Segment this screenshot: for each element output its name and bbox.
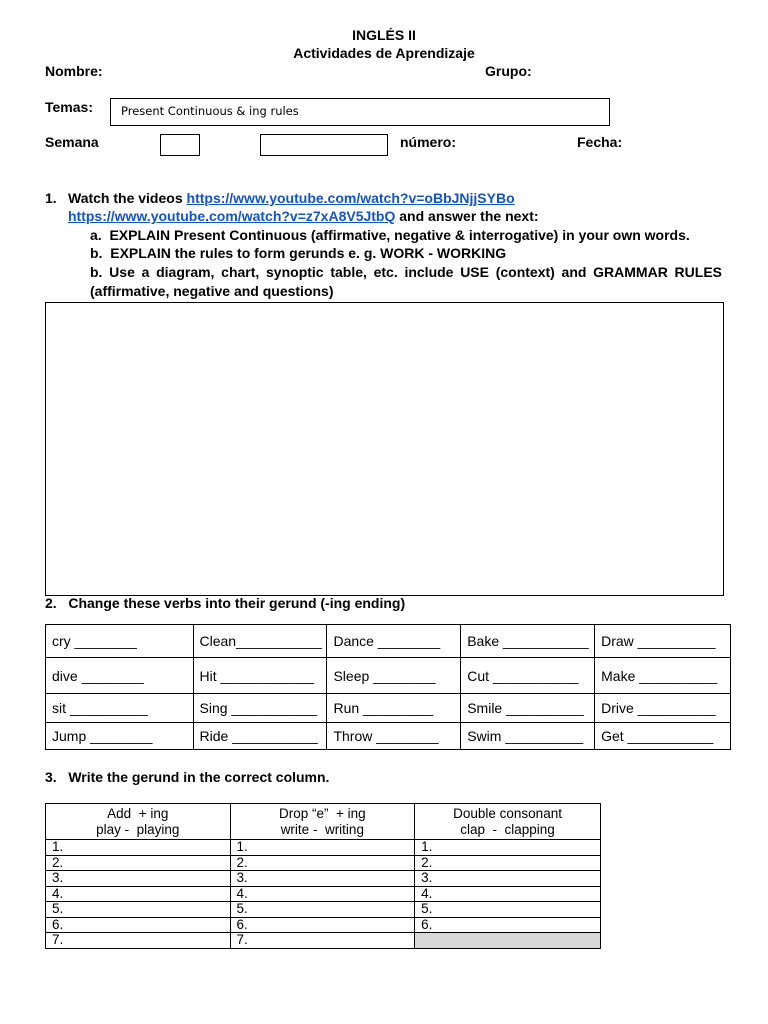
table-row (46, 625, 731, 658)
answer-box[interactable] (45, 302, 724, 596)
verb-cell[interactable]: Make __________ (595, 658, 731, 694)
table-row (46, 871, 601, 887)
q1-item-c-line1: b. Use a diagram, chart, synoptic table, etc. include USE (context) and GRAMMAR RULES (90, 264, 722, 280)
table-row (46, 917, 601, 933)
q1-intro-text: Watch the videos (68, 190, 183, 206)
verb-cell[interactable]: Run _________ (327, 694, 461, 723)
q1-item-a-marker: a. (90, 227, 102, 243)
table-row (46, 933, 601, 949)
answer-cell[interactable]: 1. (415, 840, 601, 856)
verb-cell[interactable]: dive ________ (46, 658, 194, 694)
shaded-empty-cell (415, 933, 601, 949)
q1-second-line (68, 208, 539, 225)
verb-cell[interactable]: Jump ________ (46, 723, 194, 750)
q1-item-c-line2: (affirmative, negative and questions) (90, 283, 334, 299)
column-header-line1: Double consonant (453, 805, 562, 821)
video-link-1[interactable]: https://www.youtube.com/watch?v=oBbJNjjSYBo (186, 190, 515, 206)
answer-cell[interactable]: 1. (230, 840, 415, 856)
table-row (46, 886, 601, 902)
table-row (46, 723, 731, 750)
verb-cell[interactable]: Smile __________ (461, 694, 595, 723)
answer-cell[interactable]: 4. (46, 886, 231, 902)
verb-cell[interactable]: Clean___________ (193, 625, 327, 658)
answer-cell[interactable]: 3. (230, 871, 415, 887)
verb-cell[interactable]: Sleep ________ (327, 658, 461, 694)
verb-cell[interactable]: Throw ________ (327, 723, 461, 750)
answer-cell[interactable]: 6. (230, 917, 415, 933)
answer-cell[interactable]: 3. (46, 871, 231, 887)
answer-cell[interactable]: 5. (415, 902, 601, 918)
column-header-add-ing (46, 804, 231, 840)
document-title: INGLÉS II (352, 27, 416, 43)
answer-cell[interactable]: 5. (46, 902, 231, 918)
verbs-table (45, 624, 731, 750)
answer-cell[interactable]: 2. (46, 855, 231, 871)
answer-cell[interactable]: 6. (415, 917, 601, 933)
q1-item-a-text: EXPLAIN Present Continuous (affirmative, negative & interrogative) in your own words. (109, 227, 690, 243)
temas-label: Temas: (45, 99, 93, 115)
document-subtitle: Actividades de Aprendizaje (293, 45, 475, 61)
verb-cell[interactable]: Get ___________ (595, 723, 731, 750)
verb-cell[interactable]: Sing ___________ (193, 694, 327, 723)
numero-input[interactable] (260, 134, 388, 156)
q1-item-a (90, 227, 690, 244)
answer-cell[interactable]: 3. (415, 871, 601, 887)
q1-number: 1. (45, 190, 57, 206)
q1-item-b (90, 245, 506, 262)
fecha-label: Fecha: (577, 134, 623, 150)
column-header-line1: Add + ing (107, 805, 169, 821)
verb-cell[interactable]: Draw __________ (595, 625, 731, 658)
column-header-line2: clap - clapping (460, 821, 555, 837)
answer-cell[interactable]: 4. (230, 886, 415, 902)
q2-title: 2. Change these verbs into their gerund (-ing ending) (45, 595, 406, 611)
q1-item-b-text: EXPLAIN the rules to form gerunds e. g. WORK - WORKING (110, 245, 507, 261)
q1-intro-line (68, 190, 515, 207)
numero-label: número: (400, 134, 456, 150)
verb-cell[interactable]: Dance ________ (327, 625, 461, 658)
answer-cell[interactable]: 2. (415, 855, 601, 871)
answer-cell[interactable]: 7. (46, 933, 231, 949)
column-header-line1: Drop “e” + ing (278, 805, 366, 821)
verb-cell[interactable]: sit __________ (46, 694, 194, 723)
answer-cell[interactable]: 2. (230, 855, 415, 871)
verb-cell[interactable]: Swim __________ (461, 723, 595, 750)
verb-cell[interactable]: Ride ___________ (193, 723, 327, 750)
column-header-double-consonant (415, 804, 601, 840)
q1-after-link-text: and answer the next: (399, 208, 539, 224)
table-row (46, 855, 601, 871)
video-link-2[interactable]: https://www.youtube.com/watch?v=z7xA8V5JtbQ (68, 208, 396, 224)
table-header-row (46, 804, 601, 840)
column-header-drop-e (230, 804, 415, 840)
q3-title: 3. Write the gerund in the correct column. (45, 769, 330, 785)
verb-cell[interactable]: cry ________ (46, 625, 194, 658)
temas-input[interactable]: Present Continuous & ing rules (110, 98, 610, 126)
column-header-line2: write - writing (280, 821, 364, 837)
semana-input[interactable] (160, 134, 200, 156)
answer-cell[interactable]: 7. (230, 933, 415, 949)
semana-label: Semana (45, 134, 99, 150)
verb-cell[interactable]: Bake ___________ (461, 625, 595, 658)
verb-cell[interactable]: Hit ____________ (193, 658, 327, 694)
table-row (46, 694, 731, 723)
answer-cell[interactable]: 4. (415, 886, 601, 902)
verb-cell[interactable]: Cut ___________ (461, 658, 595, 694)
verb-cell[interactable]: Drive __________ (595, 694, 731, 723)
table-row (46, 902, 601, 918)
table-row (46, 658, 731, 694)
nombre-label: Nombre: (45, 63, 103, 79)
answer-cell[interactable]: 5. (230, 902, 415, 918)
column-header-line2: play - playing (96, 821, 180, 837)
answer-cell[interactable]: 6. (46, 917, 231, 933)
answer-cell[interactable]: 1. (46, 840, 231, 856)
gerund-columns-table (45, 803, 601, 949)
grupo-label: Grupo: (485, 63, 532, 79)
q1-item-b-marker: b. (90, 245, 103, 261)
table-row (46, 840, 601, 856)
